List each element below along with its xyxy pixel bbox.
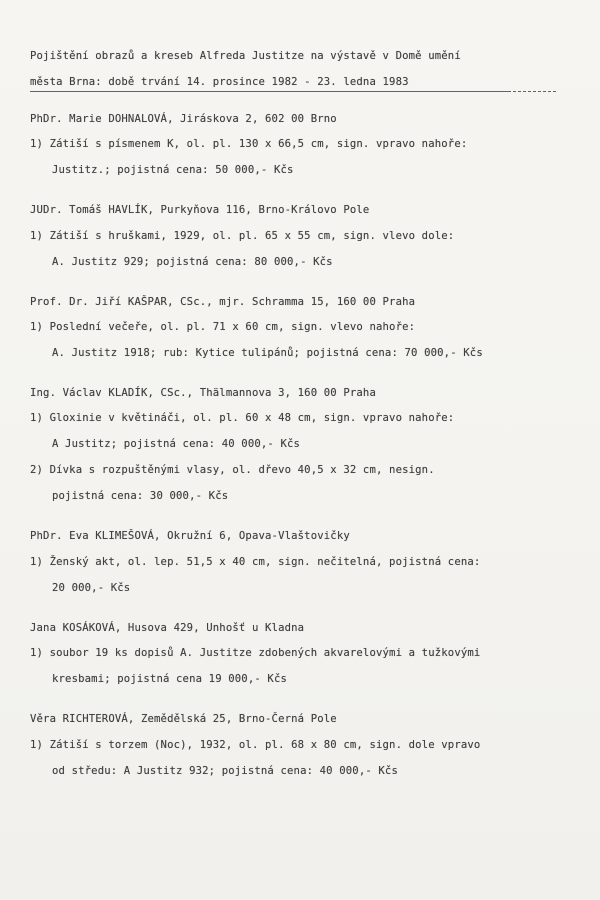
title-underline-tail [508, 91, 556, 92]
item-signature-and-price: 20 000,- Kčs [52, 582, 131, 594]
title-underline [30, 91, 508, 92]
owner-heading: PhDr. Marie DOHNALOVÁ, Jiráskova 2, 602 00 Brno [30, 113, 337, 125]
item-description: 1) Ženský akt, ol. lep. 51,5 x 40 cm, sign. nečitelná, pojistná cena: [30, 556, 481, 568]
owner-heading: Ing. Václav KLADÍK, CSc., Thälmannova 3, 160 00 Praha [30, 387, 376, 399]
item-description: 1) Zátiší s torzem (Noc), 1932, ol. pl. 68 x 80 cm, sign. dole vpravo [30, 739, 481, 751]
owner-heading: JUDr. Tomáš HAVLÍK, Purkyňova 116, Brno-Královo Pole [30, 204, 370, 216]
item-signature-and-price: A. Justitz 1918; rub: Kytice tulipánů; pojistná cena: 70 000,- Kčs [52, 347, 483, 359]
owner-heading: PhDr. Eva KLIMEŠOVÁ, Okružní 6, Opava-Vlaštovičky [30, 530, 350, 542]
owner-heading: Věra RICHTEROVÁ, Zemědělská 25, Brno-Černá Pole [30, 713, 337, 725]
document-title-line-1: Pojištění obrazů a kreseb Alfreda Justitze na výstavě v Domě umění [30, 50, 461, 62]
item-signature-and-price: kresbami; pojistná cena 19 000,- Kčs [52, 673, 288, 685]
item-signature-and-price: A. Justitz 929; pojistná cena: 80 000,- Kčs [52, 256, 333, 268]
item-signature-and-price: Justitz.; pojistná cena: 50 000,- Kčs [52, 164, 294, 176]
item-signature-and-price: A Justitz; pojistná cena: 40 000,- Kčs [52, 438, 301, 450]
document-title-line-2: města Brna: době trvání 14. prosince 1982 - 23. ledna 1983 [30, 76, 409, 88]
item-description: 1) Gloxinie v květináči, ol. pl. 60 x 48 cm, sign. vpravo nahoře: [30, 412, 455, 424]
owner-heading: Prof. Dr. Jiří KAŠPAR, CSc., mjr. Schramma 15, 160 00 Praha [30, 296, 416, 308]
item-signature-and-price: pojistná cena: 30 000,- Kčs [52, 490, 229, 502]
item-description: 1) Zátiší s písmenem K, ol. pl. 130 x 66,5 cm, sign. vpravo nahoře: [30, 138, 468, 150]
item-description: 1) Poslední večeře, ol. pl. 71 x 60 cm, sign. vlevo nahoře: [30, 321, 416, 333]
item-description: 2) Dívka s rozpuštěnými vlasy, ol. dřevo 40,5 x 32 cm, nesign. [30, 464, 435, 476]
item-description: 1) Zátiší s hruškami, 1929, ol. pl. 65 x 55 cm, sign. vlevo dole: [30, 230, 455, 242]
item-signature-and-price: od středu: A Justitz 932; pojistná cena: 40 000,- Kčs [52, 765, 398, 777]
item-description: 1) soubor 19 ks dopisů A. Justitze zdobených akvarelovými a tužkovými [30, 647, 481, 659]
owner-heading: Jana KOSÁKOVÁ, Husova 429, Unhošť u Kladna [30, 622, 305, 634]
